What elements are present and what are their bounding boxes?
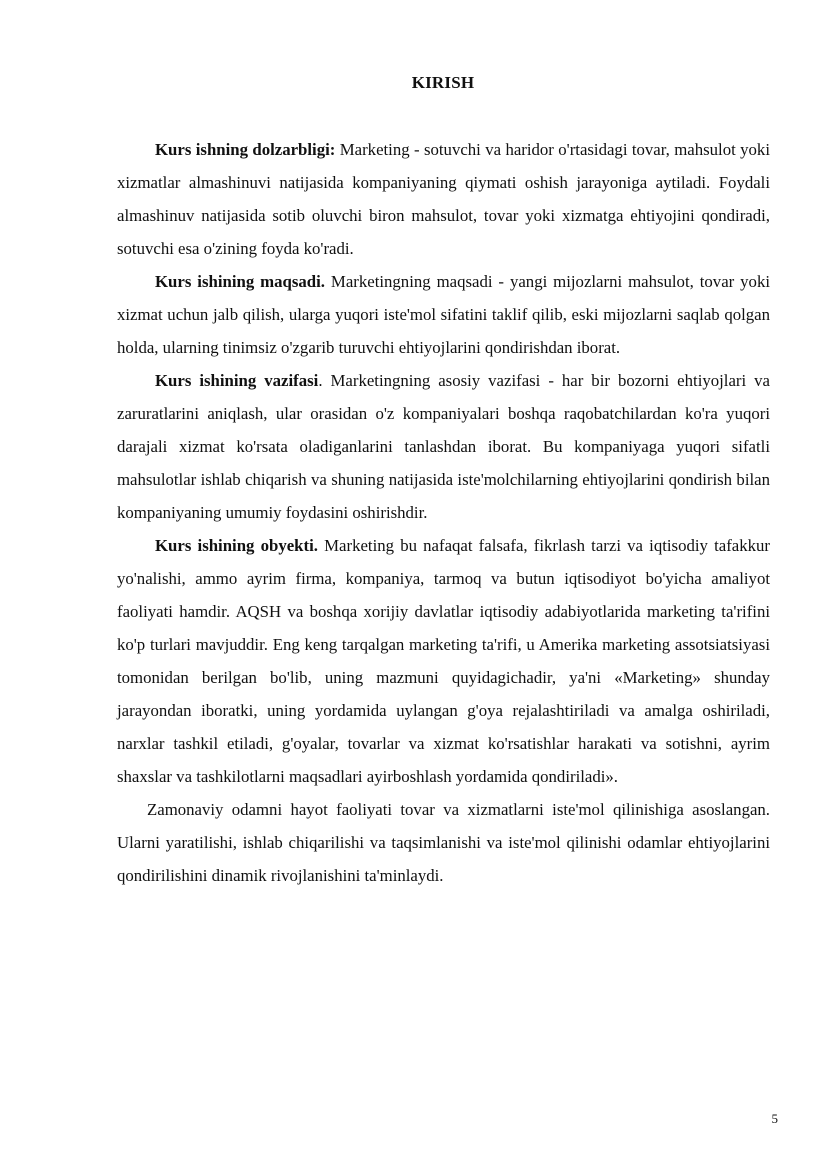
paragraph-lead: Kurs ishining vazifasi [155,371,319,390]
paragraph-lead: Kurs ishning dolzarbligi: [155,140,336,159]
paragraph-task [117,364,770,529]
page-number: 5 [771,1111,778,1126]
page-title: KIRISH [411,73,475,92]
paragraph-object [117,529,770,793]
paragraph-text: Marketingning maqsadi - yangi mijozlarni mahsulot, tovar yoki xizmat uchun jalb qilish, ularga yuqori iste'mol sifatini taklif qilib, eski mijozlarni saqlab qolgan holda, ularning tinimsiz o'zgarib turuvchi ehtiyojlarini qondirishdan iborat. [117,272,770,357]
paragraph-text: . Marketingning asosiy vazifasi - har bir bozorni ehtiyojlari va zaruratlarini aniqlash, ular orasidan o'z kompaniyalari boshqa raqobatchilardan ko'ra yuqori darajali xizmat ko'rsata oladiganlarini tanlashdan iborat. Bu kompaniyaga yuqori sifatli mahsulotlar ishlab chiqarish va shuning natijasida iste'molchilarning ehtiyojlarini qondirish bilan kompaniyaning umumiy foydasini oshirishdir. [117,371,770,522]
paragraph-text: Marketing bu nafaqat falsafa, fikrlash tarzi va iqtisodiy tafakkur yo'nalishi, ammo ayrim firma, kompaniya, tarmoq va butun iqtisodiyot bo'yicha amaliyot faoliyati hamdir. AQSH va boshqa xorijiy davlatlar iqtisodiy adabiyotlarida marketing ta'rifini ko'p turlari mavjuddir. Eng keng tarqalgan marketing ta'rifi, u Amerika marketing assotsiatsiyasi tomonidan berilgan bo'lib, uning mazmuni quyidagichadir, ya'ni «Marketing» shunday jarayondan iboratki, uning yordamida uylangan g'oya rejalashtiriladi va amalga oshiriladi, narxlar tashkil etiladi, g'oyalar, tovarlar va xizmat ko'rsatishlar harakati va sotishni, ayrim shaxslar va tashkilotlarni maqsadlari ayirboshlash yordamida qondiriladi». [117,536,770,786]
paragraph-relevance [117,133,770,265]
paragraph-text: Marketing - sotuvchi va haridor o'rtasidagi tovar, mahsulot yoki xizmatlar almashinuvi natijasida kompaniyaning qiymati oshish jarayoniga aytiladi. Foydali almashinuv natijasida sotib oluvchi biron mahsulot, tovar yoki xizmatga ehtiyojini qondiradi, sotuvchi esa o'zining foyda ko'radi. [117,140,770,258]
paragraph-text: Zamonaviy odamni hayot faoliyati tovar va xizmatlarni iste'mol qilinishiga asoslangan. Ularni yaratilishi, ishlab chiqarilishi va taqsimlanishi va iste'mol qilinishi odamlar ehtiyojlarini qondirilishini dinamik rivojlanishini ta'minlaydi. [117,800,770,885]
paragraph-modern-life [117,793,770,892]
paragraph-lead: Kurs ishining maqsadi. [155,272,325,291]
body-text [117,133,770,892]
paragraph-lead: Kurs ishining obyekti. [155,536,318,555]
paragraph-goal [117,265,770,364]
